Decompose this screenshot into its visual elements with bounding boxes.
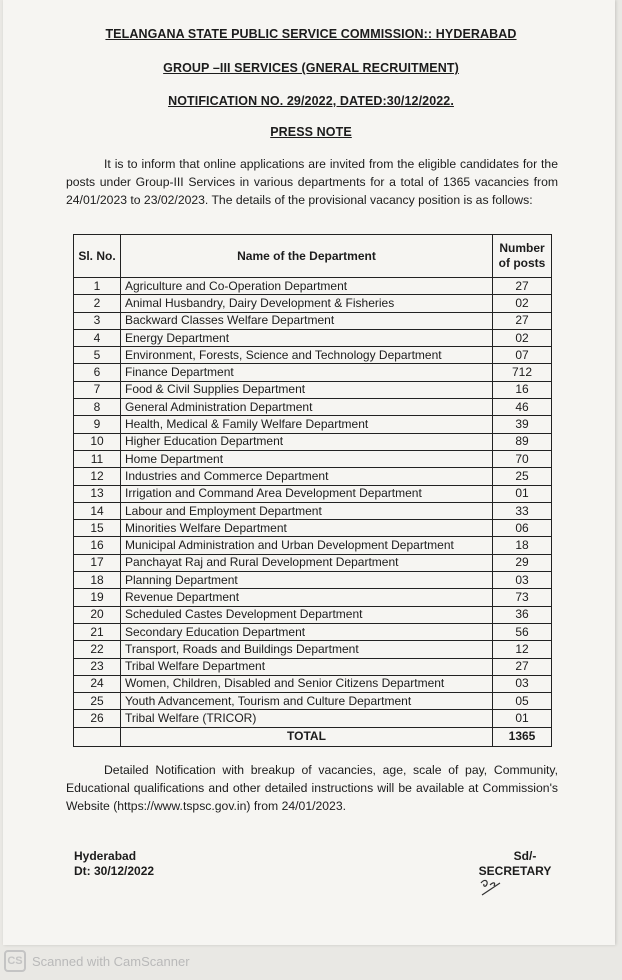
row-sl-no: 25 [74,693,121,710]
row-sl-no: 9 [74,416,121,433]
row-sl-no: 14 [74,502,121,519]
row-sl-no: 6 [74,364,121,381]
row-department-name: Animal Husbandry, Dairy Development & Fisheries [121,295,493,312]
row-department-name: Energy Department [121,329,493,346]
row-number-of-posts: 712 [493,364,552,381]
row-number-of-posts: 06 [493,520,552,537]
row-number-of-posts: 33 [493,502,552,519]
total-value: 1365 [493,727,552,746]
row-department-name: Tribal Welfare (TRICOR) [121,710,493,727]
row-sl-no: 16 [74,537,121,554]
row-department-name: Minorities Welfare Department [121,520,493,537]
row-sl-no: 24 [74,675,121,692]
row-number-of-posts: 27 [493,658,552,675]
table-row [74,572,552,589]
row-sl-no: 7 [74,381,121,398]
row-department-name: Food & Civil Supplies Department [121,381,493,398]
total-sl-blank [74,727,121,746]
row-number-of-posts: 29 [493,554,552,571]
row-number-of-posts: 02 [493,295,552,312]
row-sl-no: 22 [74,641,121,658]
row-sl-no: 19 [74,589,121,606]
row-sl-no: 2 [74,295,121,312]
row-number-of-posts: 03 [493,572,552,589]
table-row [74,329,552,346]
vacancy-table [73,234,552,747]
table-header-row [74,235,552,278]
footer-designation: SECRETARY [478,864,552,878]
row-sl-no: 10 [74,433,121,450]
table-row [74,537,552,554]
table-row [74,710,552,727]
col-sl-header: Sl. No. [74,235,121,278]
row-sl-no: 4 [74,329,121,346]
row-sl-no: 1 [74,278,121,295]
row-sl-no: 12 [74,468,121,485]
table-row [74,450,552,467]
row-department-name: Panchayat Raj and Rural Development Department [121,554,493,571]
table-row [74,502,552,519]
table-row [74,347,552,364]
row-department-name: Agriculture and Co-Operation Department [121,278,493,295]
row-sl-no: 15 [74,520,121,537]
row-department-name: Home Department [121,450,493,467]
table-row [74,278,552,295]
table-row [74,399,552,416]
table-row [74,554,552,571]
row-sl-no: 26 [74,710,121,727]
table-row [74,433,552,450]
table-row [74,658,552,675]
row-number-of-posts: 12 [493,641,552,658]
table-row [74,381,552,398]
intro-text: It is to inform that online applications are invited from the eligible candidates for the posts under Group-III Services in various departments for a total of 1365 vacancies from 24/01/2023 to 23/02/2023. The details of the provisional vacancy position is as follows: [66,157,558,207]
table-row [74,623,552,640]
row-number-of-posts: 56 [493,623,552,640]
row-number-of-posts: 73 [493,589,552,606]
footer-place-date [74,849,154,879]
intro-paragraph [66,155,558,209]
row-sl-no: 17 [74,554,121,571]
table-row [74,468,552,485]
row-number-of-posts: 27 [493,312,552,329]
row-department-name: Scheduled Castes Development Department [121,606,493,623]
table-row [74,312,552,329]
row-department-name: Planning Department [121,572,493,589]
closing-paragraph [66,761,558,815]
row-number-of-posts: 70 [493,450,552,467]
row-number-of-posts: 18 [493,537,552,554]
row-number-of-posts: 39 [493,416,552,433]
row-department-name: Tribal Welfare Department [121,658,493,675]
row-number-of-posts: 89 [493,433,552,450]
row-department-name: Environment, Forests, Science and Technology Department [121,347,493,364]
press-note-heading: PRESS NOTE [270,125,352,139]
col-name-header: Name of the Department [121,235,493,278]
camscanner-text: Scanned with CamScanner [32,953,190,969]
row-sl-no: 18 [74,572,121,589]
row-department-name: Secondary Education Department [121,623,493,640]
col-posts-header: Number of posts [493,235,552,278]
row-number-of-posts: 36 [493,606,552,623]
total-row [74,727,552,746]
footer-sd: Sd/- [513,849,537,863]
table-row [74,589,552,606]
table-row [74,641,552,658]
row-number-of-posts: 01 [493,710,552,727]
camscanner-watermark [4,948,190,974]
row-department-name: Labour and Employment Department [121,502,493,519]
row-department-name: Women, Children, Disabled and Senior Citizens Department [121,675,493,692]
row-department-name: Youth Advancement, Tourism and Culture Department [121,693,493,710]
row-department-name: Finance Department [121,364,493,381]
closing-text: Detailed Notification with breakup of vacancies, age, scale of pay, Community, Educational qualifications and other detailed instructions will be available at Commission's Website (https://www.tspsc.gov.in) from 24/01/2023. [66,763,558,813]
row-department-name: General Administration Department [121,399,493,416]
total-label: TOTAL [121,727,493,746]
row-number-of-posts: 07 [493,347,552,364]
table-row [74,485,552,502]
row-department-name: Irrigation and Command Area Development Department [121,485,493,502]
row-department-name: Health, Medical & Family Welfare Department [121,416,493,433]
table-row [74,416,552,433]
commission-title: TELANGANA STATE PUBLIC SERVICE COMMISSION:: HYDERABAD [105,27,517,41]
notification-number: NOTIFICATION NO. 29/2022, DATED:30/12/2022. [168,94,454,108]
table-row [74,606,552,623]
row-department-name: Municipal Administration and Urban Development Department [121,537,493,554]
row-number-of-posts: 05 [493,693,552,710]
services-title: GROUP –III SERVICES (GNERAL RECRUITMENT) [163,61,459,75]
row-number-of-posts: 27 [493,278,552,295]
row-department-name: Transport, Roads and Buildings Department [121,641,493,658]
footer-place: Hyderabad [74,849,137,863]
table-row [74,675,552,692]
table-row [74,295,552,312]
row-department-name: Industries and Commerce Department [121,468,493,485]
footer-date: Dt: 30/12/2022 [74,864,155,878]
row-number-of-posts: 25 [493,468,552,485]
row-sl-no: 21 [74,623,121,640]
row-number-of-posts: 01 [493,485,552,502]
row-sl-no: 23 [74,658,121,675]
table-row [74,693,552,710]
row-department-name: Backward Classes Welfare Department [121,312,493,329]
row-sl-no: 3 [74,312,121,329]
row-sl-no: 5 [74,347,121,364]
row-number-of-posts: 16 [493,381,552,398]
row-number-of-posts: 03 [493,675,552,692]
camscanner-logo-icon: CS [4,950,26,972]
row-department-name: Higher Education Department [121,433,493,450]
row-number-of-posts: 46 [493,399,552,416]
row-department-name: Revenue Department [121,589,493,606]
table-row [74,364,552,381]
table-row [74,520,552,537]
row-sl-no: 13 [74,485,121,502]
row-number-of-posts: 02 [493,329,552,346]
row-sl-no: 8 [74,399,121,416]
signature-mark [478,877,506,899]
row-sl-no: 11 [74,450,121,467]
footer-signatory [470,849,560,879]
row-sl-no: 20 [74,606,121,623]
